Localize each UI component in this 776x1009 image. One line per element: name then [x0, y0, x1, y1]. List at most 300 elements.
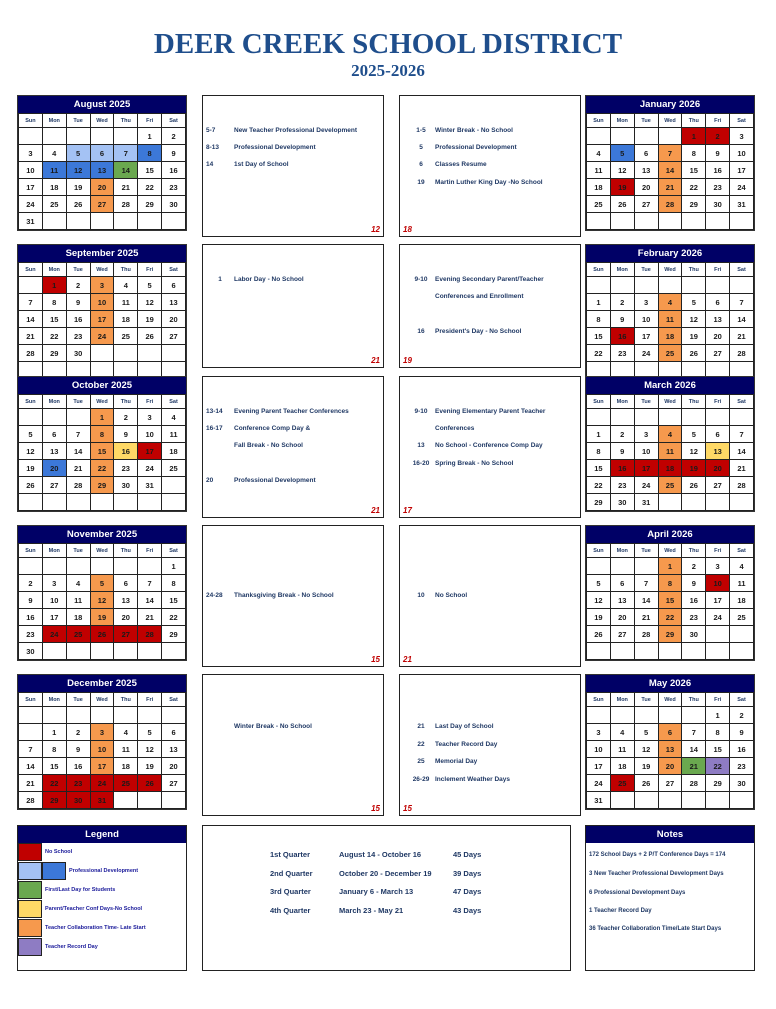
day-cell: 14	[658, 162, 682, 179]
day-cell: 19	[610, 179, 634, 196]
day-cell: 7	[730, 426, 754, 443]
day-cell: 14	[634, 592, 658, 609]
empty-cell	[138, 213, 162, 230]
day-cell: 11	[114, 294, 138, 311]
day-cell: 27	[162, 775, 186, 792]
event-text: Classes Resume	[435, 161, 487, 168]
day-cell: 15	[706, 741, 730, 758]
empty-cell	[706, 409, 730, 426]
empty-cell	[634, 643, 658, 660]
empty-cell	[706, 494, 730, 511]
weekday-label: Sun	[587, 395, 611, 409]
day-cell: 11	[730, 575, 754, 592]
day-cell: 20	[90, 179, 114, 196]
day-cell: 29	[706, 775, 730, 792]
day-cell: 20	[162, 311, 186, 328]
empty-cell	[138, 558, 162, 575]
weekday-label: Sun	[19, 395, 43, 409]
calendar-may-2026	[585, 674, 755, 810]
day-cell: 25	[162, 460, 186, 477]
day-cell: 13	[42, 443, 66, 460]
day-cell: 19	[634, 758, 658, 775]
day-cell: 17	[19, 179, 43, 196]
day-cell: 7	[66, 426, 90, 443]
quarter-3-name: 3rd Quarter	[270, 887, 311, 896]
empty-cell	[90, 128, 114, 145]
event-date: 25	[417, 758, 425, 765]
day-cell: 15	[42, 758, 66, 775]
empty-cell	[138, 707, 162, 724]
day-cell: 20	[706, 460, 730, 477]
day-cell: 23	[610, 345, 634, 362]
day-cell: 20	[114, 609, 138, 626]
day-cell: 11	[114, 741, 138, 758]
day-cell: 13	[162, 294, 186, 311]
weekday-label: Mon	[610, 544, 634, 558]
day-cell: 25	[730, 609, 754, 626]
weekday-label: Fri	[138, 693, 162, 707]
day-cell: 2	[706, 128, 730, 145]
day-cell: 22	[682, 179, 706, 196]
day-cell: 19	[682, 460, 706, 477]
weekday-label: Mon	[42, 263, 66, 277]
event-item	[206, 477, 316, 484]
day-cell: 14	[114, 162, 138, 179]
calendar-september-2025	[17, 244, 187, 380]
empty-cell	[162, 213, 186, 230]
day-cell: 18	[658, 460, 682, 477]
day-cell: 17	[730, 162, 754, 179]
day-cell: 31	[19, 213, 43, 230]
day-cell: 2	[66, 724, 90, 741]
day-cell: 17	[138, 443, 162, 460]
day-cell: 8	[587, 311, 611, 328]
empty-cell	[42, 128, 66, 145]
day-cell: 7	[634, 575, 658, 592]
day-cell: 29	[162, 626, 186, 643]
day-cell: 26	[19, 477, 43, 494]
day-cell: 21	[658, 179, 682, 196]
day-cell: 14	[19, 758, 43, 775]
day-cell: 28	[634, 626, 658, 643]
day-cell: 17	[706, 592, 730, 609]
day-cell: 16	[610, 328, 634, 345]
event-text: No School - Conference Comp Day	[435, 442, 543, 449]
weekday-label: Sun	[19, 693, 43, 707]
event-item	[407, 425, 474, 432]
day-cell: 10	[90, 294, 114, 311]
day-cell: 11	[658, 311, 682, 328]
month-title: December 2025	[18, 675, 186, 692]
empty-cell	[587, 707, 611, 724]
weekday-label: Sun	[587, 263, 611, 277]
day-cell: 8	[90, 426, 114, 443]
event-date: 9-10	[414, 276, 428, 283]
event-text: Professional Development	[435, 144, 517, 151]
legend-label: First/Last Day for Students	[45, 887, 116, 893]
day-cell: 6	[114, 575, 138, 592]
day-cell: 14	[66, 443, 90, 460]
school-year: 2025-2026	[351, 61, 425, 80]
empty-cell	[66, 707, 90, 724]
empty-cell	[610, 213, 634, 230]
weekday-label: Wed	[658, 114, 682, 128]
day-cell: 25	[587, 196, 611, 213]
day-cell: 29	[587, 494, 611, 511]
day-cell: 5	[138, 724, 162, 741]
empty-cell	[587, 128, 611, 145]
legend-item	[18, 938, 98, 956]
day-cell: 13	[162, 741, 186, 758]
day-cell: 1	[42, 724, 66, 741]
day-cell: 30	[19, 643, 43, 660]
weekday-label: Sat	[162, 395, 186, 409]
weekday-label: Mon	[42, 693, 66, 707]
note-collab-days: 36 Teacher Collaboration Time/Late Start Days	[589, 926, 722, 932]
empty-cell	[66, 558, 90, 575]
day-cell: 13	[114, 592, 138, 609]
empty-cell	[19, 409, 43, 426]
empty-cell	[42, 558, 66, 575]
empty-cell	[682, 643, 706, 660]
empty-cell	[706, 626, 730, 643]
empty-cell	[90, 213, 114, 230]
event-item	[407, 293, 524, 300]
legend-swatch	[18, 862, 42, 880]
day-cell: 4	[114, 724, 138, 741]
day-cell: 10	[706, 575, 730, 592]
event-text: 1st Day of School	[234, 161, 289, 168]
day-cell: 25	[114, 328, 138, 345]
day-cell: 26	[682, 345, 706, 362]
day-cell: 14	[730, 311, 754, 328]
weekday-label: Tue	[634, 263, 658, 277]
event-item	[407, 723, 494, 730]
day-cell: 2	[66, 277, 90, 294]
day-cell: 22	[42, 775, 66, 792]
day-cell: 1	[90, 409, 114, 426]
day-cell: 15	[658, 592, 682, 609]
empty-cell	[587, 643, 611, 660]
day-cell: 28	[114, 196, 138, 213]
empty-cell	[19, 277, 43, 294]
legend-label: Professional Development	[69, 868, 139, 874]
empty-cell	[114, 558, 138, 575]
events-march	[399, 376, 581, 518]
empty-cell	[138, 345, 162, 362]
empty-cell	[114, 643, 138, 660]
day-cell: 28	[682, 775, 706, 792]
weekday-label: Sun	[587, 114, 611, 128]
day-cell: 31	[90, 792, 114, 809]
day-cell: 25	[42, 196, 66, 213]
day-cell: 3	[42, 575, 66, 592]
day-cell: 19	[682, 328, 706, 345]
day-cell: 17	[90, 758, 114, 775]
empty-cell	[610, 128, 634, 145]
day-cell: 2	[114, 409, 138, 426]
event-item	[407, 127, 513, 134]
empty-cell	[19, 724, 43, 741]
weekday-label: Tue	[634, 114, 658, 128]
day-cell: 18	[730, 592, 754, 609]
event-item	[407, 758, 477, 765]
quarter-1-name: 1st Quarter	[270, 850, 311, 859]
day-cell: 8	[682, 145, 706, 162]
day-cell: 28	[730, 345, 754, 362]
weekday-label: Thu	[114, 544, 138, 558]
day-cell: 18	[114, 311, 138, 328]
event-item	[407, 592, 467, 599]
event-text: Spring Break - No School	[435, 460, 514, 467]
day-cell: 3	[706, 558, 730, 575]
day-cell: 19	[90, 609, 114, 626]
day-cell: 11	[162, 426, 186, 443]
day-cell: 24	[90, 775, 114, 792]
day-cell: 29	[682, 196, 706, 213]
day-cell: 15	[90, 443, 114, 460]
month-title: April 2026	[586, 526, 754, 543]
empty-cell	[610, 558, 634, 575]
day-cell: 27	[634, 196, 658, 213]
weekday-label: Thu	[682, 263, 706, 277]
day-cell: 18	[162, 443, 186, 460]
event-date: 14	[206, 161, 214, 168]
day-cell: 11	[658, 443, 682, 460]
event-date: 19	[417, 179, 425, 186]
day-cell: 13	[658, 741, 682, 758]
legend-item	[18, 843, 72, 861]
day-cell: 5	[19, 426, 43, 443]
empty-cell	[658, 128, 682, 145]
month-title: October 2025	[18, 377, 186, 394]
day-cell: 22	[587, 345, 611, 362]
day-cell: 12	[682, 311, 706, 328]
weekday-label: Thu	[114, 114, 138, 128]
day-count: 15	[371, 804, 380, 813]
weekday-label: Thu	[114, 263, 138, 277]
weekday-label: Sat	[162, 114, 186, 128]
day-cell: 18	[114, 758, 138, 775]
day-cell: 25	[658, 345, 682, 362]
empty-cell	[658, 792, 682, 809]
day-cell: 1	[42, 277, 66, 294]
empty-cell	[162, 643, 186, 660]
quarter-4-name: 4th Quarter	[270, 906, 311, 915]
empty-cell	[730, 277, 754, 294]
weekday-label: Wed	[658, 693, 682, 707]
event-item	[407, 741, 497, 748]
day-cell: 26	[634, 775, 658, 792]
day-cell: 17	[634, 328, 658, 345]
event-text: Labor Day - No School	[234, 276, 304, 283]
day-cell: 6	[90, 145, 114, 162]
day-cell: 25	[658, 477, 682, 494]
day-cell: 8	[658, 575, 682, 592]
day-cell: 17	[42, 609, 66, 626]
empty-cell	[90, 345, 114, 362]
weekday-label: Fri	[706, 693, 730, 707]
event-date: 5	[419, 144, 423, 151]
day-cell: 27	[706, 477, 730, 494]
day-cell: 20	[610, 609, 634, 626]
empty-cell	[90, 494, 114, 511]
quarter-4-days: 43 Days	[453, 906, 482, 915]
day-cell: 9	[682, 575, 706, 592]
quarter-3-days: 47 Days	[453, 887, 482, 896]
legend-label: Teacher Record Day	[45, 944, 98, 950]
weekday-label: Mon	[610, 263, 634, 277]
day-cell: 6	[162, 277, 186, 294]
day-cell: 29	[138, 196, 162, 213]
events-december	[202, 674, 384, 816]
day-cell: 1	[587, 426, 611, 443]
weekday-label: Wed	[90, 693, 114, 707]
day-cell: 7	[19, 294, 43, 311]
empty-cell	[658, 277, 682, 294]
day-cell: 16	[730, 741, 754, 758]
empty-cell	[587, 213, 611, 230]
day-cell: 28	[19, 345, 43, 362]
day-cell: 18	[587, 179, 611, 196]
day-cell: 30	[682, 626, 706, 643]
day-cell: 3	[730, 128, 754, 145]
legend-swatch	[18, 938, 42, 956]
event-text: Conference Comp Day &	[234, 425, 311, 432]
day-cell: 2	[682, 558, 706, 575]
event-text: Last Day of School	[435, 723, 494, 730]
month-title: August 2025	[18, 96, 186, 113]
day-cell: 9	[19, 592, 43, 609]
empty-cell	[138, 494, 162, 511]
weekday-label: Tue	[66, 114, 90, 128]
day-cell: 10	[42, 592, 66, 609]
day-count: 21	[403, 655, 412, 664]
day-cell: 9	[66, 294, 90, 311]
events-october	[202, 376, 384, 518]
weekday-label: Wed	[90, 395, 114, 409]
empty-cell	[658, 643, 682, 660]
day-cell: 28	[730, 477, 754, 494]
quarter-1-range: August 14 - October 16	[339, 850, 422, 859]
day-cell: 21	[114, 179, 138, 196]
empty-cell	[162, 792, 186, 809]
legend	[17, 825, 187, 971]
weekday-label: Thu	[114, 395, 138, 409]
calendar-march-2026	[585, 376, 755, 512]
weekday-label: Sat	[730, 263, 754, 277]
day-cell: 13	[610, 592, 634, 609]
day-cell: 12	[138, 741, 162, 758]
event-text: Thanksgiving Break - No School	[234, 592, 334, 599]
day-cell: 2	[730, 707, 754, 724]
event-item	[206, 442, 303, 449]
empty-cell	[610, 792, 634, 809]
day-cell: 29	[658, 626, 682, 643]
day-cell: 28	[66, 477, 90, 494]
day-cell: 22	[42, 328, 66, 345]
event-text: Teacher Record Day	[435, 741, 498, 748]
day-cell: 19	[587, 609, 611, 626]
empty-cell	[730, 626, 754, 643]
event-item	[407, 276, 544, 283]
legend-swatch	[18, 881, 42, 899]
day-cell: 24	[634, 477, 658, 494]
day-cell: 12	[587, 592, 611, 609]
empty-cell	[162, 477, 186, 494]
day-cell: 10	[730, 145, 754, 162]
event-item	[407, 776, 510, 783]
day-cell: 8	[42, 294, 66, 311]
month-title: March 2026	[586, 377, 754, 394]
empty-cell	[19, 128, 43, 145]
quarter-3-range: January 6 - March 13	[339, 887, 414, 896]
quarter-2-range: October 20 - December 19	[339, 869, 432, 878]
day-cell: 3	[634, 426, 658, 443]
day-cell: 26	[138, 775, 162, 792]
event-item	[407, 408, 545, 415]
day-cell: 2	[610, 426, 634, 443]
day-cell: 20	[42, 460, 66, 477]
day-cell: 24	[730, 179, 754, 196]
notes-title: Notes	[586, 826, 754, 843]
calendar-august-2025	[17, 95, 187, 231]
event-text: Conferences	[435, 425, 475, 432]
empty-cell	[706, 213, 730, 230]
event-text: Professional Development	[234, 477, 316, 484]
day-cell: 7	[658, 145, 682, 162]
day-cell: 23	[114, 460, 138, 477]
event-item	[206, 408, 349, 415]
day-cell: 29	[42, 792, 66, 809]
empty-cell	[634, 409, 658, 426]
empty-cell	[610, 409, 634, 426]
day-cell: 21	[730, 460, 754, 477]
day-cell: 30	[730, 775, 754, 792]
empty-cell	[66, 643, 90, 660]
weekday-label: Thu	[682, 544, 706, 558]
day-cell: 22	[587, 477, 611, 494]
page-title: DEER CREEK SCHOOL DISTRICT	[153, 28, 623, 60]
day-cell: 15	[138, 162, 162, 179]
weekday-label: Tue	[634, 395, 658, 409]
day-cell: 31	[730, 196, 754, 213]
day-cell: 11	[610, 741, 634, 758]
day-cell: 27	[42, 477, 66, 494]
day-cell: 17	[634, 460, 658, 477]
day-cell: 27	[610, 626, 634, 643]
empty-cell	[634, 277, 658, 294]
empty-cell	[587, 558, 611, 575]
empty-cell	[634, 707, 658, 724]
empty-cell	[587, 277, 611, 294]
day-cell: 8	[706, 724, 730, 741]
event-text: Evening Elementary Parent Teacher	[435, 408, 546, 415]
day-cell: 24	[42, 626, 66, 643]
events-february	[399, 244, 581, 368]
event-date: 16	[417, 328, 425, 335]
weekday-label: Fri	[138, 263, 162, 277]
day-cell: 26	[66, 196, 90, 213]
weekday-label: Mon	[42, 544, 66, 558]
event-text: Winter Break - No School	[435, 127, 513, 134]
legend-label: Teacher Collaboration Time- Late Start	[45, 925, 146, 931]
day-cell: 12	[610, 162, 634, 179]
day-count: 15	[403, 804, 412, 813]
day-cell: 3	[634, 294, 658, 311]
empty-cell	[610, 277, 634, 294]
events-april	[399, 525, 581, 667]
